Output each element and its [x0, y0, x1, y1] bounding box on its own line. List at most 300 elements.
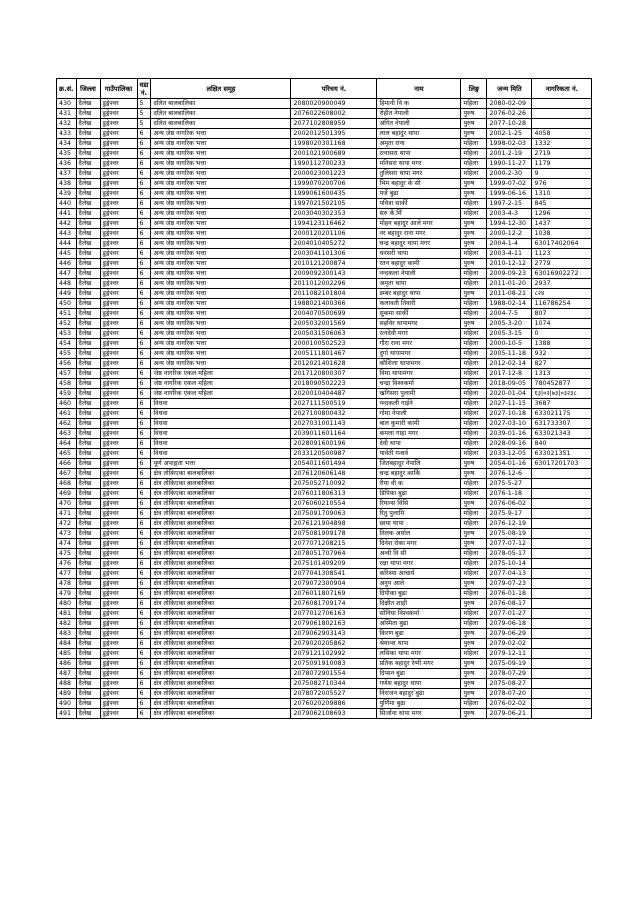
cell-target-group: क्षेत्र तोकिएका बालबालिका [151, 589, 291, 599]
cell-gender: महिला [461, 549, 487, 559]
cell-citizenship [532, 709, 592, 719]
cell-district: दैलेख [76, 249, 100, 259]
cell-id-number: 2079062903143 [291, 629, 377, 639]
table-row [57, 469, 592, 479]
cell-name: जितबहादुर नेपालि [377, 459, 461, 469]
cell-name: नन्दकली गाईने [377, 399, 461, 409]
cell-municipality: डुङ्गेश्वर [100, 319, 137, 329]
cell-municipality: डुङ्गेश्वर [100, 579, 137, 589]
cell-name: नन्दकला नेपाली [377, 269, 461, 279]
cell-id-number: 2003040302353 [291, 209, 377, 219]
table-row [57, 209, 592, 219]
cell-name: श्रेयान्श थापा [377, 639, 461, 649]
cell-gender: पुरुष [461, 579, 487, 589]
table-row [57, 369, 592, 379]
table-row [57, 639, 592, 649]
cell-serial: 476 [57, 559, 77, 569]
table-row [57, 529, 592, 539]
cell-ward: 6 [137, 659, 151, 669]
cell-municipality: डुङ्गेश्वर [100, 159, 137, 169]
cell-gender: पुरुष [461, 259, 487, 269]
cell-ward: 6 [137, 389, 151, 399]
cell-birth-date: 2027-03-10 [487, 419, 532, 429]
cell-id-number: 1990112700233 [291, 159, 377, 169]
beneficiary-table [56, 78, 592, 719]
cell-birth-date: 2075-09-19 [487, 659, 532, 669]
cell-serial: 436 [57, 159, 77, 169]
cell-ward: 6 [137, 559, 151, 569]
cell-name: पार्वती गन्धर्व [377, 449, 461, 459]
cell-gender: महिला [461, 419, 487, 429]
cell-id-number: 2000100502523 [291, 339, 377, 349]
cell-citizenship [532, 489, 592, 499]
cell-serial: 442 [57, 219, 77, 229]
cell-birth-date: 1998-02-03 [487, 139, 532, 149]
cell-serial: 462 [57, 419, 77, 429]
cell-gender: महिला [461, 449, 487, 459]
cell-id-number: 2000120201106 [291, 229, 377, 239]
table-row [57, 519, 592, 529]
cell-district: दैलेख [76, 309, 100, 319]
cell-municipality: डुङ्गेश्वर [100, 379, 137, 389]
cell-citizenship: ८२४ [532, 289, 592, 299]
cell-gender: पुरुष [461, 119, 487, 129]
cell-municipality: डुङ्गेश्वर [100, 199, 137, 209]
cell-gender: महिला [461, 309, 487, 319]
cell-id-number: 2003041101306 [291, 249, 377, 259]
cell-birth-date: 1999-06-16 [487, 189, 532, 199]
cell-municipality: डुङ्गेश्वर [100, 339, 137, 349]
table-row [57, 289, 592, 299]
cell-birth-date: 2011-01-20 [487, 279, 532, 289]
cell-district: दैलेख [76, 539, 100, 549]
cell-serial: 469 [57, 489, 77, 499]
cell-target-group: अन्य जेष्ठ नागरिक भत्ता [151, 339, 291, 349]
cell-municipality: डुङ्गेश्वर [100, 239, 137, 249]
cell-gender: पुरुष [461, 629, 487, 639]
cell-gender: महिला [461, 379, 487, 389]
cell-district: दैलेख [76, 229, 100, 239]
cell-municipality: डुङ्गेश्वर [100, 609, 137, 619]
cell-citizenship: 1310 [532, 189, 592, 199]
cell-citizenship: 631733307 [532, 419, 592, 429]
table-row [57, 219, 592, 229]
cell-ward: 6 [137, 229, 151, 239]
table-row [57, 659, 592, 669]
table-row [57, 629, 592, 639]
cell-district: दैलेख [76, 239, 100, 249]
cell-id-number: 1999070200706 [291, 179, 377, 189]
cell-target-group: क्षेत्र तोकिएका बालबालिका [151, 479, 291, 489]
cell-birth-date: 2001-2-19 [487, 149, 532, 159]
cell-name: तिलक अर्याल [377, 529, 461, 539]
cell-citizenship [532, 649, 592, 659]
cell-citizenship: 0 [532, 329, 592, 339]
cell-target-group: विधवा [151, 449, 291, 459]
cell-serial: 434 [57, 139, 77, 149]
cell-citizenship: 845 [532, 199, 592, 209]
cell-serial: 489 [57, 689, 77, 699]
cell-serial: 472 [57, 519, 77, 529]
cell-municipality: डुङ्गेश्वर [100, 659, 137, 669]
cell-birth-date: 2080-02-09 [487, 99, 532, 109]
cell-id-number: 1988021400366 [291, 299, 377, 309]
cell-target-group: क्षेत्र तोकिएका बालबालिका [151, 469, 291, 479]
cell-name: रत्नासरा थापा [377, 149, 461, 159]
cell-municipality: डुङ्गेश्वर [100, 229, 137, 239]
cell-municipality: डुङ्गेश्वर [100, 119, 137, 129]
cell-name: कौशिला थापामगर [377, 359, 461, 369]
cell-gender: पुरुष [461, 179, 487, 189]
cell-ward: 6 [137, 449, 151, 459]
cell-birth-date: 2000-10-5 [487, 339, 532, 349]
header-gender: लिङ्ग [461, 79, 487, 99]
cell-birth-date: 2078-07-29 [487, 669, 532, 679]
cell-serial: 481 [57, 609, 77, 619]
cell-ward: 6 [137, 549, 151, 559]
cell-id-number: 2076022608002 [291, 109, 377, 119]
cell-citizenship: 827 [532, 359, 592, 369]
cell-serial: 447 [57, 269, 77, 279]
cell-id-number: 2011082101804 [291, 289, 377, 299]
table-row [57, 589, 592, 599]
cell-target-group: जेष्ठ नागरिक एकल महिला [151, 379, 291, 389]
cell-serial: 449 [57, 289, 77, 299]
cell-target-group: जेष्ठ नागरिक एकल महिला [151, 369, 291, 379]
cell-target-group: क्षेत्र तोकिएका बालबालिका [151, 579, 291, 589]
cell-serial: 446 [57, 259, 77, 269]
cell-municipality: डुङ्गेश्वर [100, 459, 137, 469]
cell-id-number: 2018090502223 [291, 379, 377, 389]
cell-serial: 445 [57, 249, 77, 259]
table-row [57, 379, 592, 389]
cell-id-number: 2027100800432 [291, 409, 377, 419]
cell-target-group: अन्य जेष्ठ नागरिक भत्ता [151, 239, 291, 249]
cell-gender: महिला [461, 329, 487, 339]
cell-ward: 6 [137, 299, 151, 309]
cell-name: पर्जे बुढा [377, 189, 461, 199]
cell-district: दैलेख [76, 339, 100, 349]
cell-target-group: अन्य जेष्ठ नागरिक भत्ता [151, 189, 291, 199]
cell-id-number: 2002012501395 [291, 129, 377, 139]
cell-citizenship [532, 109, 592, 119]
cell-district: दैलेख [76, 389, 100, 399]
cell-district: दैलेख [76, 419, 100, 429]
table-row [57, 479, 592, 489]
cell-district: दैलेख [76, 299, 100, 309]
cell-district: दैलेख [76, 609, 100, 619]
cell-serial: 474 [57, 539, 77, 549]
cell-municipality: डुङ्गेश्वर [100, 619, 137, 629]
cell-serial: 432 [57, 119, 77, 129]
table-row [57, 239, 592, 249]
cell-district: दैलेख [76, 459, 100, 469]
cell-name: सरु कँ.मिँ [377, 209, 461, 219]
table-row [57, 489, 592, 499]
cell-name: प्रतिक बहादुर रेग्मी मगर [377, 659, 461, 669]
table-body [57, 99, 592, 719]
cell-citizenship: 807 [532, 309, 592, 319]
cell-citizenship [532, 589, 592, 599]
header-serial: क्र.सं. [57, 79, 77, 99]
cell-ward: 6 [137, 139, 151, 149]
table-row [57, 689, 592, 699]
cell-serial: 438 [57, 179, 77, 189]
cell-name: डम्बर बहादुर थापा [377, 289, 461, 299]
cell-id-number: 2005111801467 [291, 349, 377, 359]
table-row [57, 279, 592, 289]
cell-target-group: क्षेत्र तोकिएका बालबालिका [151, 689, 291, 699]
cell-target-group: अन्य जेष्ठ नागरिक भत्ता [151, 299, 291, 309]
cell-gender: महिला [461, 359, 487, 369]
cell-target-group: क्षेत्र तोकिएका बालबालिका [151, 499, 291, 509]
cell-birth-date: 2076-02-26 [487, 109, 532, 119]
cell-name: कमला गाहा मगर [377, 429, 461, 439]
cell-name: हिमानी वि क [377, 99, 461, 109]
cell-ward: 6 [137, 419, 151, 429]
cell-birth-date: 2077-04-13 [487, 569, 532, 579]
cell-name: डिपिका बुढा [377, 489, 461, 499]
cell-id-number: 2012021401628 [291, 359, 377, 369]
table-row [57, 109, 592, 119]
table-row [57, 709, 592, 719]
cell-municipality: डुङ्गेश्वर [100, 349, 137, 359]
table-row [57, 359, 592, 369]
cell-citizenship [532, 599, 592, 609]
cell-id-number: 2039011601164 [291, 429, 377, 439]
cell-district: दैलेख [76, 149, 100, 159]
cell-name: तुलिसरा थापा मगर [377, 169, 461, 179]
cell-target-group: विधवा [151, 439, 291, 449]
cell-gender: महिला [461, 249, 487, 259]
cell-municipality: डुङ्गेश्वर [100, 599, 137, 609]
cell-serial: 443 [57, 229, 77, 239]
cell-target-group: क्षेत्र तोकिएका बालबालिका [151, 709, 291, 719]
cell-citizenship: 976 [532, 179, 592, 189]
cell-gender: पुरुष [461, 689, 487, 699]
cell-target-group: क्षेत्र तोकिएका बालबालिका [151, 629, 291, 639]
cell-gender: पुरुष [461, 669, 487, 679]
cell-serial: 456 [57, 359, 77, 369]
cell-municipality: डुङ्गेश्वर [100, 399, 137, 409]
cell-ward: 5 [137, 119, 151, 129]
cell-gender: महिला [461, 489, 487, 499]
cell-target-group: अन्य जेष्ठ नागरिक भत्ता [151, 169, 291, 179]
cell-target-group: पूर्ण अपाङ्गता भत्ता [151, 459, 291, 469]
cell-id-number: 2028091600196 [291, 439, 377, 449]
cell-target-group: क्षेत्र तोकिएका बालबालिका [151, 489, 291, 499]
cell-gender: महिला [461, 99, 487, 109]
cell-ward: 6 [137, 599, 151, 609]
cell-municipality: डुङ्गेश्वर [100, 289, 137, 299]
cell-district: दैलेख [76, 259, 100, 269]
cell-target-group: अन्य जेष्ठ नागरिक भत्ता [151, 199, 291, 209]
cell-citizenship [532, 609, 592, 619]
cell-id-number: 2075082710344 [291, 679, 377, 689]
cell-target-group: क्षेत्र तोकिएका बालबालिका [151, 659, 291, 669]
cell-id-number: 2004070500699 [291, 309, 377, 319]
cell-birth-date: 2033-12-05 [487, 449, 532, 459]
cell-district: दैलेख [76, 509, 100, 519]
cell-gender: महिला [461, 439, 487, 449]
table-row [57, 329, 592, 339]
cell-target-group: विधवा [151, 419, 291, 429]
cell-municipality: डुङ्गेश्वर [100, 479, 137, 489]
cell-district: दैलेख [76, 159, 100, 169]
cell-citizenship: ६३|०२|७३|०३२३८ [532, 389, 592, 399]
cell-id-number: 2079020205862 [291, 639, 377, 649]
cell-name: सहविर थापामगर [377, 319, 461, 329]
cell-municipality: डुङ्गेश्वर [100, 309, 137, 319]
cell-ward: 6 [137, 349, 151, 359]
cell-birth-date: 2005-3-15 [487, 329, 532, 339]
cell-serial: 467 [57, 469, 77, 479]
cell-municipality: डुङ्गेश्वर [100, 589, 137, 599]
cell-municipality: डुङ्गेश्वर [100, 699, 137, 709]
cell-serial: 485 [57, 649, 77, 659]
header-row [57, 79, 592, 99]
cell-name: गौरा राना मगर [377, 339, 461, 349]
cell-serial: 470 [57, 499, 77, 509]
cell-ward: 6 [137, 479, 151, 489]
cell-municipality: डुङ्गेश्वर [100, 649, 137, 659]
cell-target-group: अन्य जेष्ठ नागरिक भत्ता [151, 349, 291, 359]
cell-birth-date: 2075-08-27 [487, 679, 532, 689]
cell-name: सिर्जाना थापा मगर [377, 709, 461, 719]
cell-citizenship [532, 119, 592, 129]
cell-district: दैलेख [76, 709, 100, 719]
table-row [57, 409, 592, 419]
cell-birth-date: 2075-5-27 [487, 479, 532, 489]
cell-citizenship: 932 [532, 349, 592, 359]
cell-id-number: 2054011601494 [291, 459, 377, 469]
cell-target-group: क्षेत्र तोकिएका बालबालिका [151, 539, 291, 549]
table-row [57, 169, 592, 179]
cell-id-number: 2079062108693 [291, 709, 377, 719]
cell-municipality: डुङ्गेश्वर [100, 249, 137, 259]
cell-gender: पुरुष [461, 499, 487, 509]
cell-id-number: 2077071208215 [291, 539, 377, 549]
cell-citizenship [532, 669, 592, 679]
cell-ward: 6 [137, 689, 151, 699]
cell-citizenship: 2719 [532, 149, 592, 159]
header-id-number: परिचय नं. [291, 79, 377, 99]
cell-district: दैलेख [76, 99, 100, 109]
cell-target-group: दलित बालबालिका [151, 99, 291, 109]
cell-ward: 6 [137, 639, 151, 649]
cell-gender: पुरुष [461, 289, 487, 299]
cell-name: लसिका थापा मगर [377, 649, 461, 659]
cell-serial: 461 [57, 409, 77, 419]
cell-district: दैलेख [76, 209, 100, 219]
cell-district: दैलेख [76, 499, 100, 509]
cell-district: दैलेख [76, 179, 100, 189]
cell-birth-date: 2039-01-16 [487, 429, 532, 439]
header-name: नाम [377, 79, 461, 99]
cell-target-group: क्षेत्र तोकिएका बालबालिका [151, 609, 291, 619]
cell-birth-date: 2010-12-12 [487, 259, 532, 269]
table-row [57, 509, 592, 519]
cell-ward: 6 [137, 409, 151, 419]
cell-ward: 6 [137, 379, 151, 389]
cell-birth-date: 2077-10-28 [487, 119, 532, 129]
cell-name: दिक्षीत शाही [377, 599, 461, 609]
cell-citizenship [532, 629, 592, 639]
cell-birth-date: 2079-06-21 [487, 709, 532, 719]
cell-serial: 458 [57, 379, 77, 389]
cell-gender: महिला [461, 519, 487, 529]
cell-ward: 6 [137, 629, 151, 639]
cell-gender: महिला [461, 559, 487, 569]
cell-citizenship: 1179 [532, 159, 592, 169]
cell-id-number: 2033120500987 [291, 449, 377, 459]
cell-gender: महिला [461, 569, 487, 579]
cell-municipality: डुङ्गेश्वर [100, 469, 137, 479]
cell-target-group: क्षेत्र तोकिएका बालबालिका [151, 529, 291, 539]
cell-citizenship [532, 99, 592, 109]
cell-citizenship [532, 519, 592, 529]
cell-district: दैलेख [76, 519, 100, 529]
cell-district: दैलेख [76, 279, 100, 289]
cell-citizenship [532, 569, 592, 579]
cell-municipality: डुङ्गेश्वर [100, 629, 137, 639]
cell-target-group: अन्य जेष्ठ नागरिक भत्ता [151, 329, 291, 339]
cell-citizenship [532, 549, 592, 559]
cell-municipality: डुङ्गेश्वर [100, 439, 137, 449]
table-row [57, 399, 592, 409]
cell-municipality: डुङ्गेश्वर [100, 389, 137, 399]
cell-district: दैलेख [76, 449, 100, 459]
cell-municipality: डुङ्गेश्वर [100, 489, 137, 499]
cell-id-number: 2010121200874 [291, 259, 377, 269]
cell-birth-date: 2075-9-17 [487, 509, 532, 519]
cell-id-number: 2076011806313 [291, 489, 377, 499]
cell-gender: पुरुष [461, 529, 487, 539]
cell-id-number: 2076011807169 [291, 589, 377, 599]
cell-citizenship: 63016902272 [532, 269, 592, 279]
cell-target-group: क्षेत्र तोकिएका बालबालिका [151, 559, 291, 569]
cell-citizenship: 1437 [532, 219, 592, 229]
cell-gender: पुरुष [461, 679, 487, 689]
cell-municipality: डुङ्गेश्वर [100, 169, 137, 179]
cell-name: नर बहादुर राना मगर [377, 229, 461, 239]
cell-gender: पुरुष [461, 599, 487, 609]
cell-ward: 6 [137, 259, 151, 269]
table-row [57, 619, 592, 629]
cell-serial: 484 [57, 639, 77, 649]
cell-gender: महिला [461, 429, 487, 439]
cell-birth-date: 1990-11-27 [487, 159, 532, 169]
table-row [57, 419, 592, 429]
cell-serial: 459 [57, 389, 77, 399]
table-row [57, 309, 592, 319]
cell-birth-date: 2075-10-14 [487, 559, 532, 569]
cell-district: दैलेख [76, 139, 100, 149]
cell-gender: महिला [461, 139, 487, 149]
cell-name: गणेश बहादुर थापा [377, 679, 461, 689]
cell-citizenship: 2937 [532, 279, 592, 289]
cell-gender: महिला [461, 149, 487, 159]
cell-name: पवित्रा सार्की [377, 199, 461, 209]
cell-id-number: 1994123116462 [291, 219, 377, 229]
table-row [57, 319, 592, 329]
cell-ward: 6 [137, 319, 151, 329]
table-row [57, 269, 592, 279]
cell-citizenship [532, 579, 592, 589]
cell-birth-date: 2028-09-16 [487, 439, 532, 449]
table-row [57, 669, 592, 679]
cell-district: दैलेख [76, 629, 100, 639]
